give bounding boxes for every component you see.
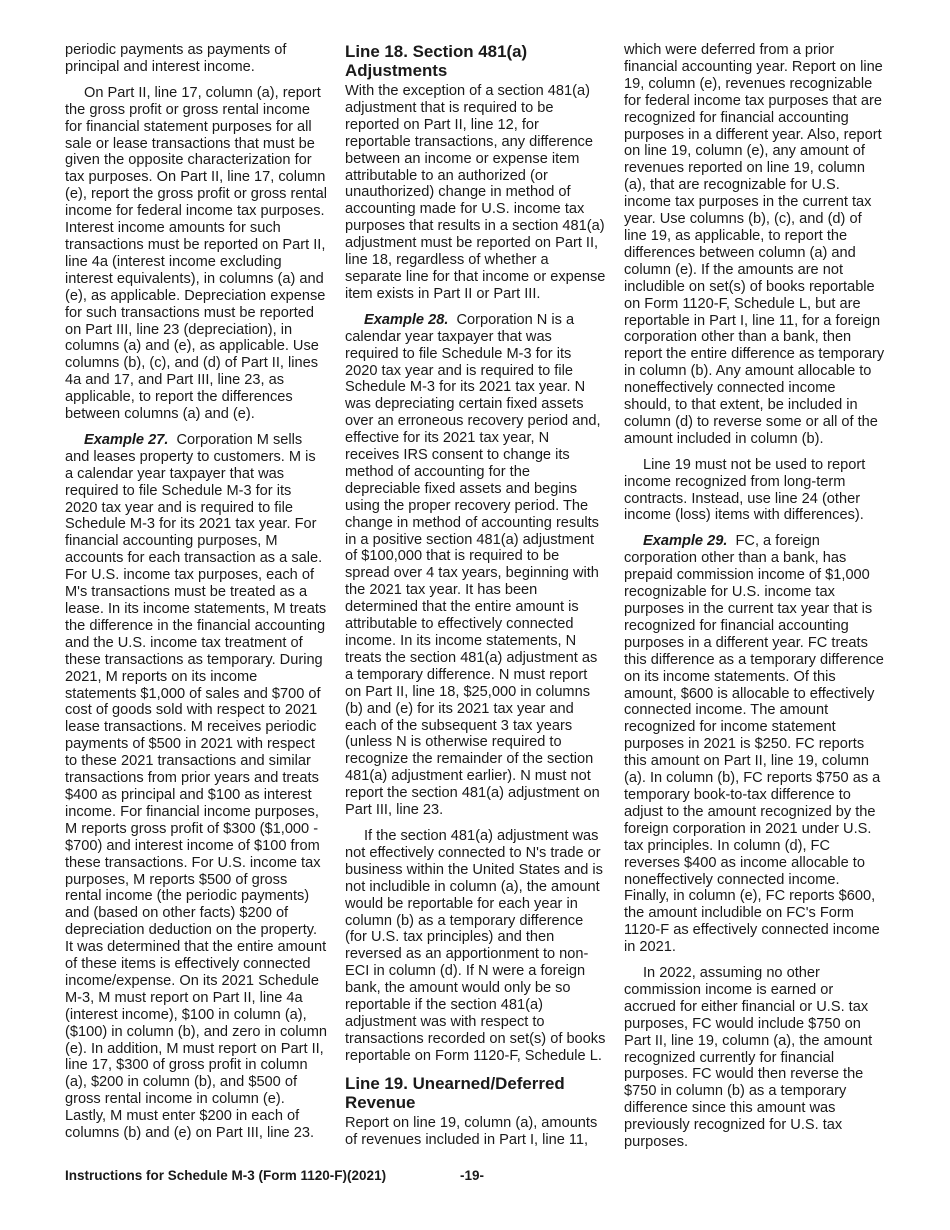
example-27-paragraph — [65, 432, 327, 1142]
paragraph: Report on line 19, column (a), amounts of revenues included in Part I, line 11, — [345, 1114, 598, 1148]
example-text: Corporation M sells and leases property to customers. M is a calendar year taxpayer that was required to file Schedule M-3 for its 2020 tax year and is required to file Schedule M-3 for its 2021 tax year. For financial accounting purposes, M accounts for each transaction as a sale. For U.S. income tax purposes, each of M's transactions must be treated as a lease. In its income statements, M treats the difference in the financial accounting and the U.S. income tax treatment of these transactions as temporary. During 2021, M reports on its income statements $1,000 of sales and $700 of cost of goods sold with respect to 2021 lease transactions. M receives periodic payments of $500 in 2021 with respect to these 2021 transactions and similar transactions from prior years and treats $400 as principal and $100 as interest income. For financial income purposes, M reports gross profit of $300 ($1,000 - $700) and interest income of $100 from these transactions. For U.S. income tax purposes, M reports $500 of gross rental income (the periodic payments) and (based on other facts) $200 of depreciation deduction on the property. It was determined that the entire amount of these items is effectively connected income/expense. On its 2021 Schedule M-3, M must report on Part II, line 4a (interest income), $100 in column (a), ($100) in column (b), and zero in column (e). In addition, M must report on Part II, line 17, $300 of gross profit in column (a), $200 in column (b), and $500 of gross rental income in column (e). Lastly, M must enter $200 in each of columns (b) and (e) on Part III, line 23. — [65, 431, 328, 1142]
paragraph: If the section 481(a) adjustment was not effectively connected to N's trade or business within the United States and is not includible in column (a), the amount would be reportable for each year in column (b) as a temporary difference (for U.S. tax principles) and then reversed as an apportionment to non-ECI in column (d). If N were a foreign bank, the amount would only be so reportable if the section 481(a) adjustment was with respect to transactions recorded on set(s) of books reportable on Form 1120-F, Schedule L. — [345, 827, 606, 1064]
column-middle — [345, 42, 607, 1157]
example-label: Example 27. — [84, 431, 169, 448]
example-label: Example 29. — [643, 533, 728, 550]
paragraph: periodic payments as payments of principal and interest income. — [65, 42, 287, 75]
footer-title: Instructions for Schedule M-3 (Form 1120-F)(2021) — [65, 1168, 387, 1183]
paragraph: Line 19 must not be used to report income recognized from long-term contracts. Instead, use line 24 (other income (loss) items with differences). — [624, 456, 866, 524]
paragraph: In 2022, assuming no other commission income is earned or accrued for either financial or U.S. tax purposes, FC would include $750 on Part II, line 19, column (a), the amount recognized currently for financial purposes. FC would then reverse the $750 in column (b) as a temporary difference since this amount was previously recognized for U.S. tax purposes. — [624, 965, 873, 1151]
example-28-paragraph — [345, 312, 607, 819]
example-29-paragraph — [624, 533, 886, 956]
section-heading-line-19: Line 19. Unearned/Deferred Revenue — [345, 1073, 565, 1112]
example-label: Example 28. — [364, 311, 449, 328]
column-right — [624, 42, 886, 1160]
example-text: Corporation N is a calendar year taxpayer that was required to file Schedule M-3 for its 2020 tax year and is required to file Schedule M-3 for its 2021 tax year. N was depreciating certain fixed assets over an erroneous recovery period and, effective for its 2021 tax year, N receives IRS consent to change its method of accounting for the depreciable fixed assets and begins using the proper recovery period. The change in method of accounting results in a positive section 481(a) adjustment of $100,000 that is required to be spread over 4 tax years, beginning with the 2021 tax year. It has been determined that the entire amount is attributable to effectively connected income. In its income statements, N treats the section 481(a) adjustment as a temporary difference. N must report on Part II, line 18, $25,000 in columns (b) and (e) for its 2021 tax year and each of the subsequent 3 tax years (unless N is otherwise required to recognize the remainder of the section 481(a) adjustment earlier). N must not report the section 481(a) adjustment on Part III, line 23. — [345, 311, 601, 819]
paragraph: On Part II, line 17, column (a), report the gross profit or gross rental income for financial statement purposes for all sale or lease transactions that must be given the opposite characterization for tax purposes. On Part II, line 17, column (e), report the gross profit or gross rental income for federal income tax purposes. Interest income amounts for such transactions must be reported on Part II, line 4a (interest income excluding interest equivalents), in columns (a) and (e), as applicable. Depreciation expense for such transactions must be reported on Part III, line 23 (depreciation), in columns (a) and (e), as applicable. Use columns (b), (c), and (d) of Part II, lines 4a and 17, and Part III, line 23, as applicable, to report the differences between columns (a) and (e). — [65, 84, 327, 423]
paragraph: With the exception of a section 481(a) adjustment that is required to be reported on Part II, line 12, for reportable transactions, any difference between an income or expense item attributable to an authorized (or unauthorized) change in method of accounting made for U.S. income tax purposes that results in a section 481(a) adjustment must be reported on Part II, line 18, regardless of whether a separate line for that income or expense item exists in Part II or Part III. — [345, 83, 606, 302]
paragraph: which were deferred from a prior financial accounting year. Report on line 19, column (e), revenues recognizable for federal income tax purposes that are recognized for financial accounting purposes in a different year. Also, report on line 19, column (e), any amount of revenues reported on line 19, column (a), that are recognizable for U.S. income tax purposes in the current tax year. Use columns (b), (c), and (d) of line 19, as applicable, to report the differences between column (a) and column (e). If the amounts are not includible on set(s) of books reportable on Form 1120-F, Schedule L, but are reportable in Part I, line 11, for a foreign corporation other than a bank, then report the entire difference as temporary in column (b). Any amount allocable to noneffectively connected income should, to that extent, be included in column (d) to reverse some or all of the amount included in column (b). — [624, 42, 885, 447]
section-heading-line-18: Line 18. Section 481(a) Adjustments — [345, 42, 528, 80]
page-number: -19- — [460, 1168, 485, 1183]
column-left — [65, 42, 327, 1151]
example-text: FC, a foreign corporation other than a bank, has prepaid commission income of $1,000 recognizable for U.S. income tax purposes in the current tax year that is recognized for financial accounting purposes in a different year. FC treats this difference as a temporary difference on its income statements. Of this amount, $600 is allocable to effectively connected income. The amount recognized for income statement purposes in 2021 is $250. FC reports this amount on Part II, line 19, column (a). In column (b), FC reports $750 as a temporary book-to-tax difference to adjust to the amount recognized by the foreign corporation in 2021 under U.S. tax principles. In column (d), FC reverses $400 as income allocable to noneffectively connected income. Finally, in column (e), FC reports $600, the amount includible on FC's Form 1120-F as effectively connected income in 2021. — [624, 533, 884, 956]
